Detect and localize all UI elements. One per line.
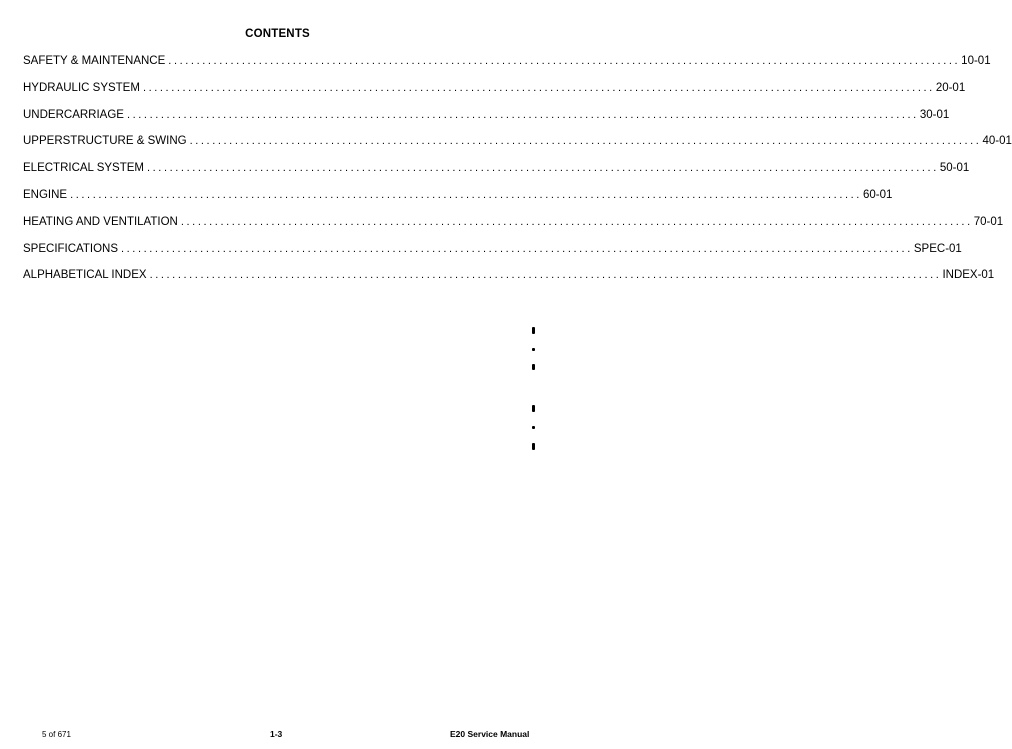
toc-entry-label: SAFETY & MAINTENANCE [23, 55, 166, 67]
manual-name: E20 Service Manual [450, 729, 530, 739]
table-of-contents [23, 55, 1012, 296]
dot-leader: ............................................................................................................................................ [147, 162, 939, 175]
toc-entry-label: UNDERCARRIAGE [23, 108, 124, 121]
toc-entry-label: HEATING AND VENTILATION [23, 215, 178, 228]
dot-leader: ............................................................................................................................................ [189, 135, 982, 148]
toc-entry[interactable] [23, 215, 1004, 243]
edge-mark [532, 348, 535, 351]
edge-mark [532, 364, 535, 370]
edge-mark [532, 443, 535, 450]
toc-entry[interactable] [23, 108, 950, 136]
toc-entry-page: 70-01 [973, 215, 1004, 228]
toc-entry-page: SPEC-01 [913, 242, 962, 255]
toc-entry-page: INDEX-01 [942, 269, 995, 282]
dot-leader: ............................................................................................................................................ [121, 242, 913, 255]
toc-entry-label: ENGINE [23, 188, 68, 201]
toc-entry[interactable] [23, 81, 966, 109]
toc-entry[interactable] [23, 188, 893, 216]
dot-leader: ............................................................................................................................................ [142, 81, 935, 94]
toc-entry[interactable] [23, 242, 962, 270]
toc-entry-label: ELECTRICAL SYSTEM [23, 162, 144, 175]
dot-leader: ............................................................................................................................................ [180, 215, 973, 228]
toc-entry-page: 60-01 [862, 188, 893, 201]
dot-leader: ............................................................................................................................................ [168, 55, 961, 67]
toc-entry-label: UPPERSTRUCTURE & SWING [23, 135, 187, 148]
toc-entry-label: HYDRAULIC SYSTEM [23, 81, 140, 94]
page-title: CONTENTS [245, 28, 310, 40]
toc-entry[interactable] [23, 55, 991, 82]
toc-entry-page: 30-01 [919, 108, 950, 121]
page-counter: 5 of 671 [42, 730, 71, 739]
toc-entry-label: SPECIFICATIONS [23, 242, 118, 255]
dot-leader: ............................................................................................................................................ [149, 269, 942, 282]
toc-entry-page: 40-01 [982, 135, 1012, 148]
toc-entry[interactable] [23, 269, 995, 296]
page-number: 1-3 [270, 729, 283, 739]
edge-mark [532, 327, 535, 334]
edge-mark [532, 426, 535, 429]
dot-leader: ............................................................................................................................................ [126, 108, 919, 121]
toc-entry-label: ALPHABETICAL INDEX [23, 269, 147, 282]
toc-entry[interactable] [23, 162, 970, 189]
toc-entry-page: 20-01 [935, 81, 966, 94]
toc-entry-page: 10-01 [961, 55, 991, 67]
dot-leader: ............................................................................................................................................ [70, 188, 862, 201]
edge-mark [532, 405, 535, 412]
toc-entry[interactable] [23, 135, 1012, 162]
toc-entry-page: 50-01 [939, 162, 970, 175]
